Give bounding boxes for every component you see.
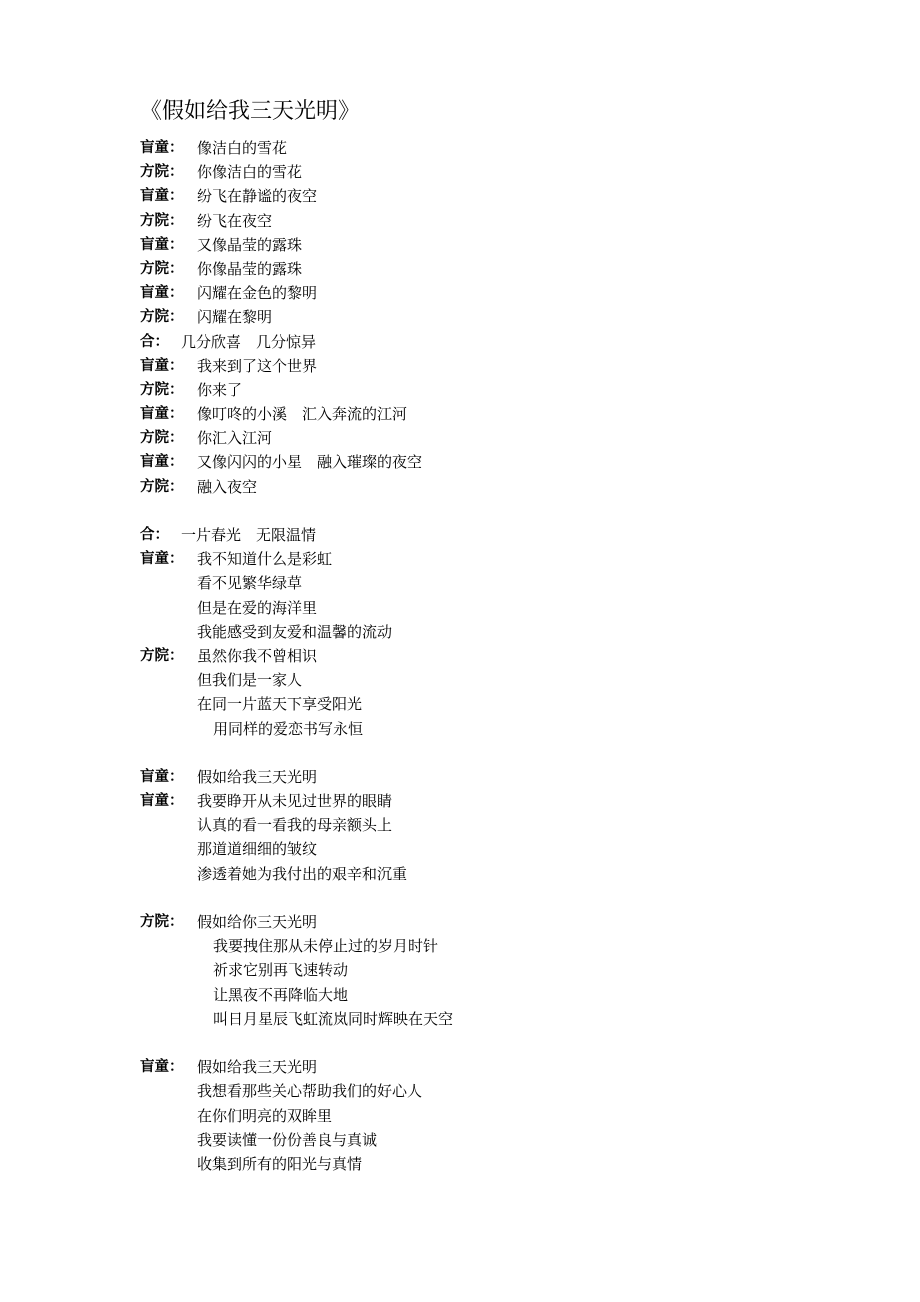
line-text: 假如给我三天光明	[197, 767, 318, 786]
script-line	[140, 1007, 840, 1031]
speaker-label: 盲童：	[140, 285, 184, 302]
line-text: 我要拽住那从未停止过的岁月时针	[213, 937, 439, 956]
speaker-label: 盲童：	[140, 454, 184, 471]
script-line	[140, 789, 840, 813]
script-line	[140, 209, 840, 233]
script-line	[140, 523, 840, 547]
line-text: 收集到所有的阳光与真情	[197, 1154, 363, 1173]
script-line	[140, 402, 840, 426]
line-text: 你来了	[197, 380, 243, 399]
line-text: 但是在爱的海洋里	[197, 598, 318, 617]
script-line	[140, 281, 840, 305]
line-text: 闪耀在金色的黎明	[197, 284, 318, 303]
script-line	[140, 596, 840, 620]
script-line	[140, 450, 840, 474]
line-text: 假如给我三天光明	[197, 1058, 318, 1077]
line-text: 假如给你三天光明	[197, 913, 318, 931]
script-line	[140, 1128, 840, 1152]
speaker-label: 方院：	[140, 647, 184, 664]
script-line	[140, 257, 840, 281]
script-line	[140, 765, 840, 789]
script-line	[140, 475, 840, 499]
script-line	[140, 547, 840, 571]
script-line	[140, 354, 840, 378]
line-text: 让黑夜不再降临大地	[213, 985, 349, 1004]
line-text: 认真的看一看我的母亲额头上	[197, 816, 393, 835]
page-title: 《假如给我三天光明》	[140, 99, 361, 124]
line-text: 融入夜空	[197, 477, 258, 496]
script-line	[140, 620, 840, 644]
line-text: 那道道细细的皱纹	[197, 840, 318, 859]
speaker-label: 方院：	[140, 164, 184, 181]
speaker-label: 盲童：	[140, 236, 184, 253]
script-line	[140, 692, 840, 716]
script-line	[140, 1079, 840, 1103]
script-line	[140, 983, 840, 1007]
line-text: 一片春光 无限温情	[181, 526, 317, 544]
blank-line	[140, 886, 840, 910]
line-text: 看不见繁华绿草	[197, 574, 303, 593]
script-line	[140, 305, 840, 329]
speaker-label: 合：	[140, 333, 169, 350]
script-line	[140, 813, 840, 837]
script-line	[140, 136, 840, 160]
line-text: 像洁白的雪花	[197, 139, 288, 157]
line-text: 我来到了这个世界	[197, 356, 318, 375]
script-line	[140, 426, 840, 450]
script-line	[140, 1152, 840, 1176]
speaker-label: 盲童：	[140, 357, 184, 374]
line-text: 祈求它别再飞速转动	[213, 961, 349, 980]
line-text: 我能感受到友爱和温馨的流动	[197, 622, 393, 641]
line-text: 你汇入江河	[197, 429, 273, 448]
line-text: 我要睁开从未见过世界的眼睛	[197, 792, 393, 811]
speaker-label: 盲童：	[140, 188, 184, 205]
script-line	[140, 233, 840, 257]
script-line	[140, 1104, 840, 1128]
speaker-label: 盲童：	[140, 551, 184, 568]
script-line	[140, 910, 840, 934]
line-text: 又像晶莹的露珠	[197, 235, 303, 254]
script-line	[140, 644, 840, 668]
line-text: 纷飞在静谧的夜空	[197, 187, 318, 206]
speaker-label: 方院：	[140, 478, 184, 495]
script-line	[140, 1055, 840, 1079]
speaker-label: 方院：	[140, 260, 184, 277]
line-text: 在你们明亮的双眸里	[197, 1106, 333, 1125]
line-text: 虽然你我不曾相识	[197, 646, 318, 665]
line-text: 你像洁白的雪花	[197, 163, 303, 182]
speaker-label: 方院：	[140, 381, 184, 398]
line-text: 你像晶莹的露珠	[197, 259, 303, 278]
script-line	[140, 958, 840, 982]
speaker-label: 方院：	[140, 914, 184, 930]
line-text: 又像闪闪的小星 融入璀璨的夜空	[197, 453, 423, 472]
script-line	[140, 571, 840, 595]
line-text: 渗透着她为我付出的艰辛和沉重	[197, 864, 408, 883]
line-text: 我想看那些关心帮助我们的好心人	[197, 1082, 423, 1101]
line-text: 几分欣喜 几分惊异	[181, 332, 317, 351]
script-line	[140, 837, 840, 861]
script-line	[140, 160, 840, 184]
script-line	[140, 378, 840, 402]
line-text: 用同样的爱恋书写永恒	[213, 719, 364, 738]
line-text: 我不知道什么是彩虹	[197, 550, 333, 569]
speaker-label: 方院：	[140, 309, 184, 326]
script-body	[140, 136, 840, 1176]
script-line	[140, 862, 840, 886]
speaker-label: 方院：	[140, 430, 184, 447]
blank-line	[140, 1031, 840, 1055]
line-text: 叫日月星辰飞虹流岚同时辉映在天空	[213, 1009, 454, 1028]
line-text: 但我们是一家人	[197, 671, 303, 690]
blank-line	[140, 499, 840, 523]
blank-line	[140, 741, 840, 765]
speaker-label: 盲童：	[140, 1059, 184, 1076]
speaker-label: 方院：	[140, 212, 184, 229]
line-text: 闪耀在黎明	[197, 308, 273, 327]
script-line	[140, 330, 840, 354]
script-line	[140, 668, 840, 692]
speaker-label: 合：	[140, 527, 169, 543]
line-text: 纷飞在夜空	[197, 211, 273, 230]
line-text: 像叮咚的小溪 汇入奔流的江河	[197, 405, 408, 424]
script-line	[140, 184, 840, 208]
script-line	[140, 934, 840, 958]
speaker-label: 盲童：	[140, 768, 184, 785]
line-text: 我要读懂一份份善良与真诚	[197, 1130, 378, 1149]
line-text: 在同一片蓝天下享受阳光	[197, 695, 363, 714]
speaker-label: 盲童：	[140, 793, 184, 810]
speaker-label: 盲童：	[140, 406, 184, 423]
script-line	[140, 717, 840, 741]
speaker-label: 盲童：	[140, 140, 184, 156]
